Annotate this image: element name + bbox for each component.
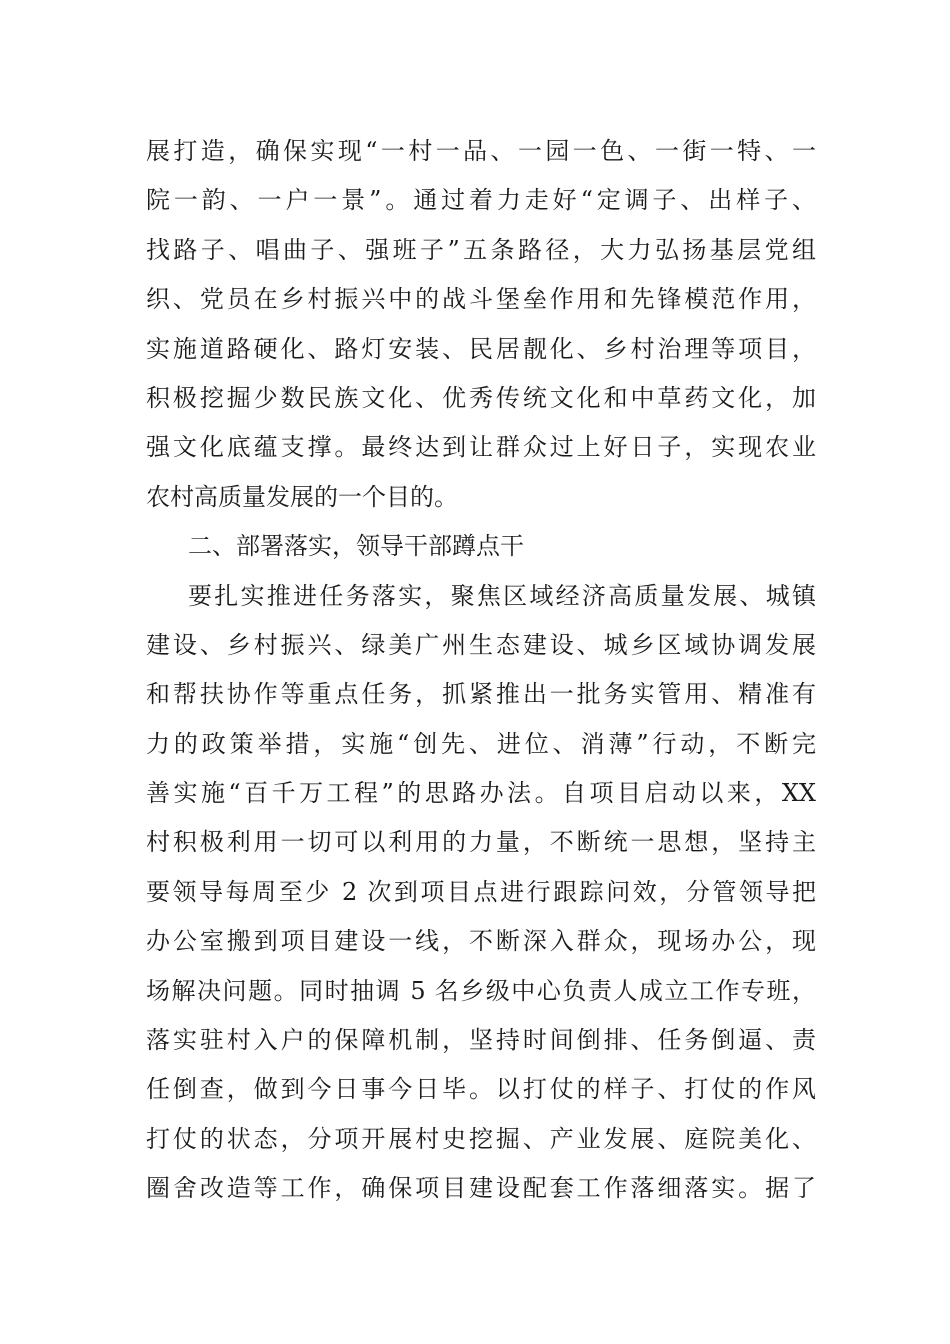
text-line: 要领导每周至少 2 次到项目点进行跟踪问效，分管领导把 — [146, 877, 816, 906]
text-line: 强文化底蕴支撑。最终达到让群众过上好日子，实现农业 — [146, 433, 816, 462]
text-line: 织、党员在乡村振兴中的战斗堡垒作用和先锋模范作用， — [146, 285, 816, 314]
text-line: 力的政策举措，实施“创先、进位、消薄”行动，不断完 — [146, 729, 816, 758]
text-line: 建设、乡村振兴、绿美广州生态建设、城乡区域协调发展 — [146, 630, 816, 659]
text-line: 实施道路硬化、路灯安装、民居靓化、乡村治理等项目， — [146, 334, 816, 363]
section-heading: 二、部署落实，领导干部蹲点干 — [188, 532, 524, 561]
text-line: 善实施“百千万工程”的思路办法。自项目启动以来，XX — [146, 779, 816, 808]
text-line: 圈舍改造等工作，确保项目建设配套工作落细落实。据了 — [146, 1174, 816, 1203]
text-line: 办公室搬到项目建设一线，不断深入群众，现场办公，现 — [146, 927, 816, 956]
text-line: 院一韵、一户一景”。通过着力走好“定调子、出样子、 — [146, 186, 816, 215]
text-line: 场解决问题。同时抽调 5 名乡级中心负责人成立工作专班， — [146, 976, 816, 1005]
text-line: 找路子、唱曲子、强班子”五条路径，大力弘扬基层党组 — [146, 235, 816, 264]
text-line: 要扎实推进任务落实，聚焦区域经济高质量发展、城镇 — [188, 581, 816, 610]
text-line: 任倒查，做到今日事今日毕。以打仗的样子、打仗的作风 — [146, 1075, 816, 1104]
text-line: 和帮扶协作等重点任务，抓紧推出一批务实管用、精准有 — [146, 680, 816, 709]
text-line: 积极挖掘少数民族文化、优秀传统文化和中草药文化，加 — [146, 383, 816, 412]
text-line: 打仗的状态，分项开展村史挖掘、产业发展、庭院美化、 — [146, 1124, 816, 1153]
text-line: 农村高质量发展的一个目的。 — [146, 482, 458, 511]
body-text — [146, 127, 816, 1214]
text-line: 村积极利用一切可以利用的力量，不断统一思想，坚持主 — [146, 828, 816, 857]
text-line: 展打造，确保实现“一村一品、一园一色、一街一特、一 — [146, 137, 816, 165]
text-line: 落实驻村入户的保障机制，坚持时间倒排、任务倒逼、责 — [146, 1026, 816, 1055]
